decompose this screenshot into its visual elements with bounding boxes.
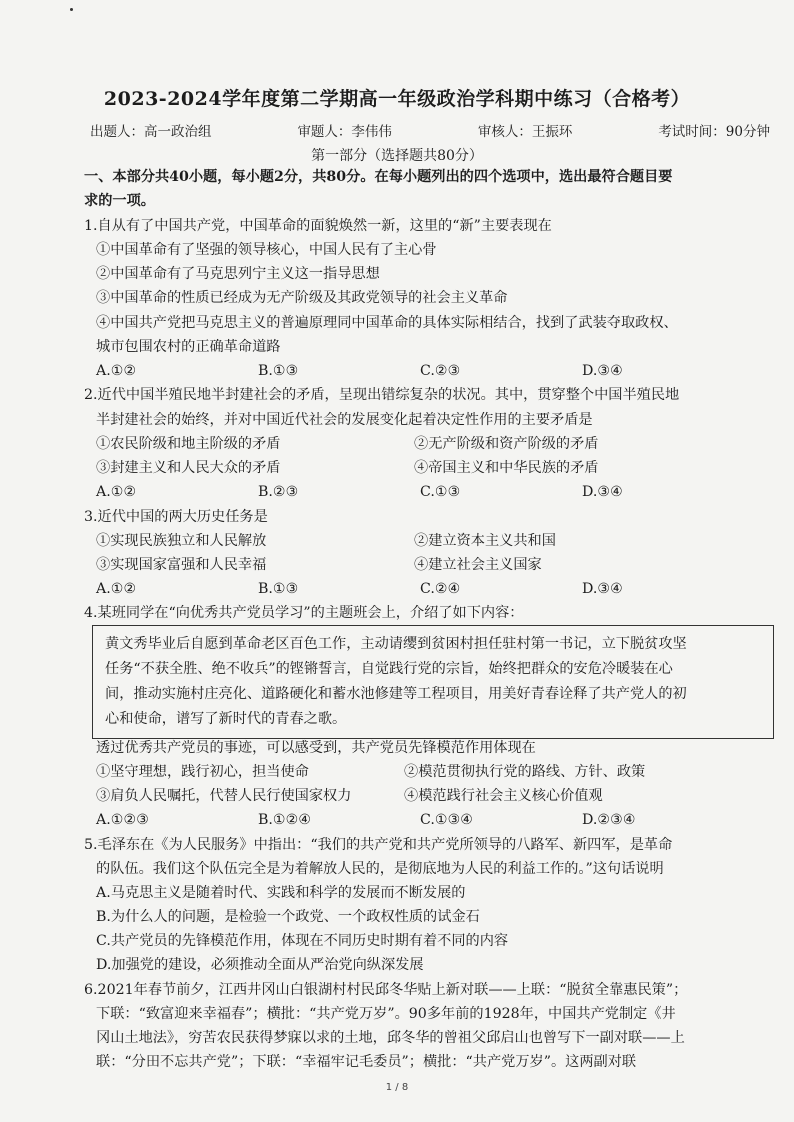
q1-item: ②中国革命有了马克思列宁主义这一指导思想 [96, 266, 380, 282]
q5-option-d[interactable]: D.加强党的建设，必须推动全面从严治党向纵深发展 [96, 957, 424, 973]
q6-stem: 下联：“致富迎来幸福春”；横批：“共产党万岁”。90多年前的1928年，中国共产党制定《井 [96, 1006, 676, 1022]
part-heading: 第一部分（选择题共80分） [311, 148, 483, 164]
instructions-line: 求的一项。 [84, 193, 155, 209]
exam-time: 考试时间：90分钟 [658, 124, 770, 140]
q4-material-line: 任务“不获全胜、绝不收兵”的铿锵誓言，自觉践行党的宗旨，始终把群众的安危冷暖装在心 [105, 661, 673, 677]
q3-item: ①实现民族独立和人民解放 [96, 533, 267, 549]
q1-item: 城市包围农村的正确革命道路 [96, 339, 281, 355]
q5-option-b[interactable]: B.为什么人的问题，是检验一个政党、一个政权性质的试金石 [96, 909, 480, 925]
q5-option-a[interactable]: A.马克思主义是随着时代、实践和科学的发展而不断发展的 [96, 885, 466, 901]
q3-options [96, 577, 794, 601]
q4-material-line: 心和使命，谱写了新时代的青春之歌。 [105, 711, 347, 727]
q3-stem: 3.近代中国的两大历史任务是 [84, 509, 268, 525]
q4-items-row [96, 784, 794, 808]
q2-options [96, 480, 794, 504]
q4-item: ③肩负人民嘱托，代替人民行使国家权力 [96, 788, 352, 804]
q4-options [96, 808, 794, 832]
q3-item: ③实现国家富强和人民幸福 [96, 557, 267, 573]
q3-items-row [96, 529, 794, 553]
q2-stem: 2.近代中国半殖民地半封建社会的矛盾，呈现出错综复杂的状况。其中，贯穿整个中国半殖民地 [84, 387, 680, 403]
setter: 出题人：高一政治组 [90, 124, 212, 140]
q4-option-b[interactable]: B.①②④ [258, 812, 312, 828]
q2-item: ①农民阶级和地主阶级的矛盾 [96, 436, 281, 452]
q4-material-line: 间，推动实施村庄亮化、道路硬化和蓄水池修建等工程项目，用美好青春诠释了共产党人的初 [105, 686, 687, 702]
q2-option-b[interactable]: B.②③ [258, 484, 299, 500]
q3-option-d[interactable]: D.③④ [582, 581, 623, 597]
q2-option-c[interactable]: C.①③ [420, 484, 461, 500]
q5-option-c[interactable]: C.共产党员的先锋模范作用，体现在不同历史时期有着不同的内容 [96, 933, 509, 949]
q4-stem: 4.某班同学在“向优秀共产党员学习”的主题班会上，介绍了如下内容： [84, 605, 524, 621]
q1-options [96, 359, 794, 383]
q6-stem: 联：“分田不忘共产党”；下联：“幸福牢记毛委员”；横批：“共产党万岁”。这两副对联 [96, 1054, 637, 1070]
q1-option-b[interactable]: B.①③ [258, 363, 299, 379]
instructions-line: 一、本部分共40小题，每小题2分，共80分。在每小题列出的四个选项中，选出最符合题目要 [84, 169, 673, 185]
q3-item: ④建立社会主义国家 [414, 557, 542, 573]
q1-option-a[interactable]: A.①② [96, 363, 137, 379]
q4-option-a[interactable]: A.①②③ [96, 812, 149, 828]
exam-title: 2023-2024学年度第二学期高一年级政治学科期中练习（合格考） [103, 88, 691, 110]
q4-option-c[interactable]: C.①③④ [420, 812, 474, 828]
q3-option-a[interactable]: A.①② [96, 581, 137, 597]
q6-stem: 冈山土地法》，穷苦农民获得梦寐以求的土地，邱冬华的曾祖父邱启山也曾写下一副对联——上 [96, 1030, 685, 1046]
q2-item: ④帝国主义和中华民族的矛盾 [414, 460, 599, 476]
q1-item: ③中国革命的性质已经成为无产阶级及其政党领导的社会主义革命 [96, 290, 508, 306]
q1-item: ①中国革命有了坚强的领导核心，中国人民有了主心骨 [96, 242, 437, 258]
q3-item: ②建立资本主义共和国 [414, 533, 556, 549]
q1-item: ④中国共产党把马克思主义的普遍原理同中国革命的具体实际相结合，找到了武装夺取政权、 [96, 315, 678, 331]
q4-item: ④模范践行社会主义核心价值观 [404, 788, 603, 804]
q4-item: ①坚守理想，践行初心，担当使命 [96, 764, 309, 780]
q2-items-row [96, 432, 794, 456]
q5-stem: 的队伍。我们这个队伍完全是为着解放人民的，是彻底地为人民的利益工作的。”这句话说明 [96, 861, 664, 877]
q4-material-box [92, 625, 774, 739]
scan-dot [70, 8, 73, 11]
q2-item: ②无产阶级和资产阶级的矛盾 [414, 436, 599, 452]
q2-stem: 半封建社会的始终，并对中国近代社会的发展变化起着决定性作用的主要矛盾是 [96, 412, 593, 428]
q2-option-d[interactable]: D.③④ [582, 484, 623, 500]
q6-stem: 6.2021年春节前夕，江西井冈山白银湖村村民邱冬华贴上新对联——上联：“脱贫全靠惠民策”； [84, 982, 688, 998]
q2-items-row [96, 456, 794, 480]
q2-item: ③封建主义和人民大众的矛盾 [96, 460, 281, 476]
q3-option-c[interactable]: C.②④ [420, 581, 461, 597]
q2-option-a[interactable]: A.①② [96, 484, 137, 500]
page-number: 1 / 8 [385, 1082, 409, 1093]
q4-option-d[interactable]: D.②③④ [582, 812, 636, 828]
q5-stem: 5.毛泽东在《为人民服务》中指出：“我们的共产党和共产党所领导的八路军、新四军，是革命 [84, 837, 673, 853]
q1-stem: 1.自从有了中国共产党，中国革命的面貌焕然一新，这里的“新”主要表现在 [84, 218, 552, 234]
q3-option-b[interactable]: B.①③ [258, 581, 299, 597]
exam-meta [90, 120, 770, 140]
q4-question: 透过优秀共产党员的事迹，可以感受到，共产党员先锋模范作用体现在 [96, 740, 536, 756]
q3-items-row [96, 553, 794, 577]
q1-option-d[interactable]: D.③④ [582, 363, 623, 379]
reviewer: 审题人：李伟伟 [297, 124, 392, 140]
q4-items-row [96, 760, 794, 784]
q4-material-line: 黄文秀毕业后自愿到革命老区百色工作，主动请缨到贫困村担任驻村第一书记，立下脱贫攻坚 [105, 636, 687, 652]
approver: 审核人：王振环 [477, 124, 573, 140]
q4-item: ②模范贯彻执行党的路线、方针、政策 [404, 764, 646, 780]
q1-option-c[interactable]: C.②③ [420, 363, 461, 379]
